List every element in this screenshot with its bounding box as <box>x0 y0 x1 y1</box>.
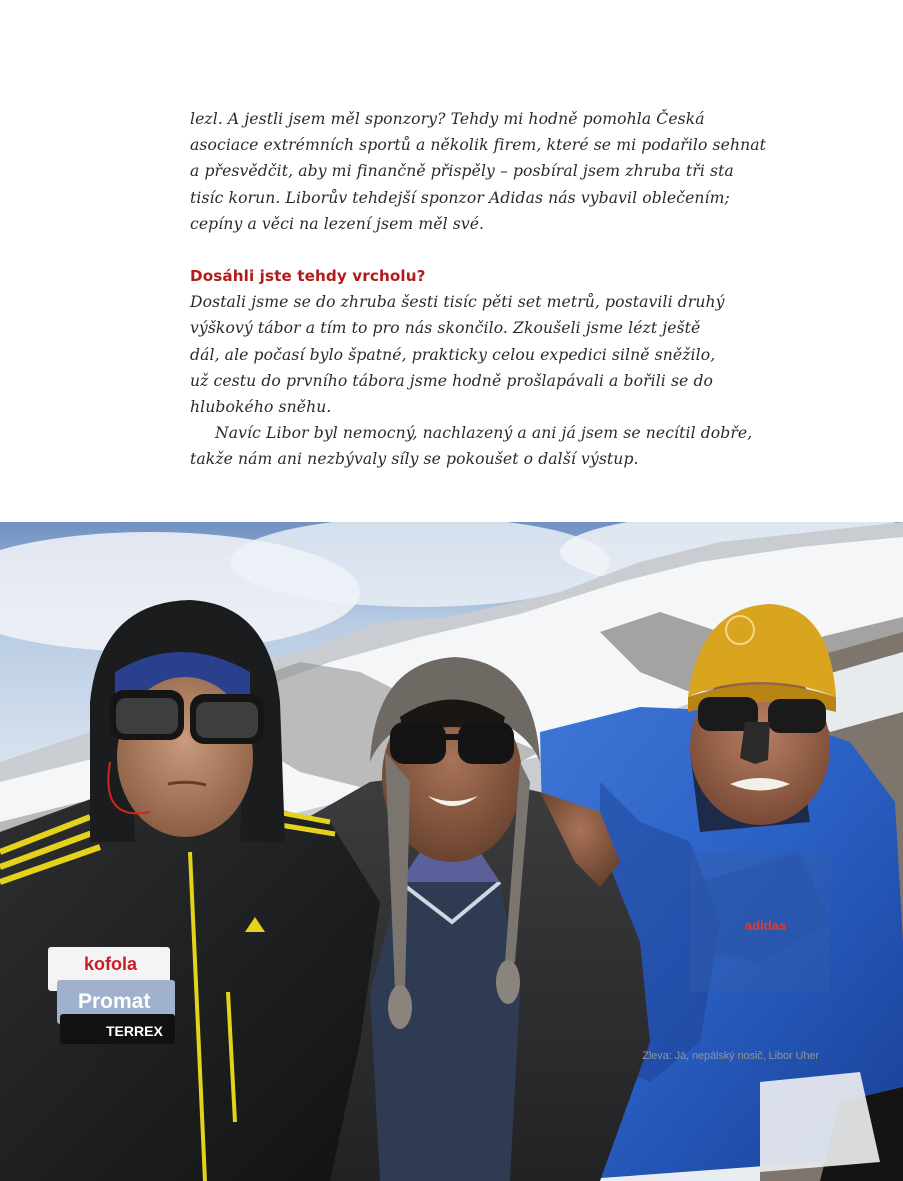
text-line: dál, ale počasí bylo špatné, prakticky celou expedici silně sněžilo, <box>190 345 716 364</box>
interview-question: Dosáhli jste tehdy vrcholu? <box>190 267 426 286</box>
kofola-logo: kofola <box>84 954 138 974</box>
photo-caption: Zleva: Já, nepálský nosič, Libor Uher <box>642 1050 819 1062</box>
terrex-logo: TERREX <box>106 1023 163 1039</box>
answer-paragraph-2 <box>190 420 753 472</box>
text-line: cepíny a věci na lezení jsem měl své. <box>190 214 485 233</box>
text-line: Navíc Libor byl nemocný, nachlazený a ani já jsem se necítil dobře, <box>215 424 753 443</box>
answer-paragraph <box>190 289 730 420</box>
photo-illustration <box>0 522 903 1181</box>
text-line: a přesvědčit, aby mi finančně přispěly – posbíral jsem zhruba tři sta <box>190 162 734 181</box>
text-line: tisíc korun. Liborův tehdejší sponzor Adidas nás vybavil oblečením; <box>190 188 730 207</box>
article-text <box>190 106 767 473</box>
text-line: výškový tábor a tím to pro nás skončilo. Zkoušeli jsme lézt ještě <box>190 319 701 338</box>
text-line: hlubokého sněhu. <box>190 398 332 417</box>
text-line: Dostali jsme se do zhruba šesti tisíc pěti set metrů, postavili druhý <box>190 293 725 312</box>
expedition-photo <box>0 522 903 1181</box>
promat-logo: Promat <box>78 990 151 1013</box>
adidas-logo-right: adidas <box>745 918 787 933</box>
text-line: už cestu do prvního tábora jsme hodně prošlapávali a bořili se do <box>190 371 714 390</box>
text-line: takže nám ani nezbývaly síly se pokoušet o další výstup. <box>190 450 639 469</box>
text-line: asociace extrémních sportů a několik firem, které se mi podařilo sehnat <box>190 136 767 155</box>
paragraph-sponsors <box>190 106 767 237</box>
text-line: lezl. A jestli jsem měl sponzory? Tehdy mi hodně pomohla Česká <box>190 110 705 128</box>
